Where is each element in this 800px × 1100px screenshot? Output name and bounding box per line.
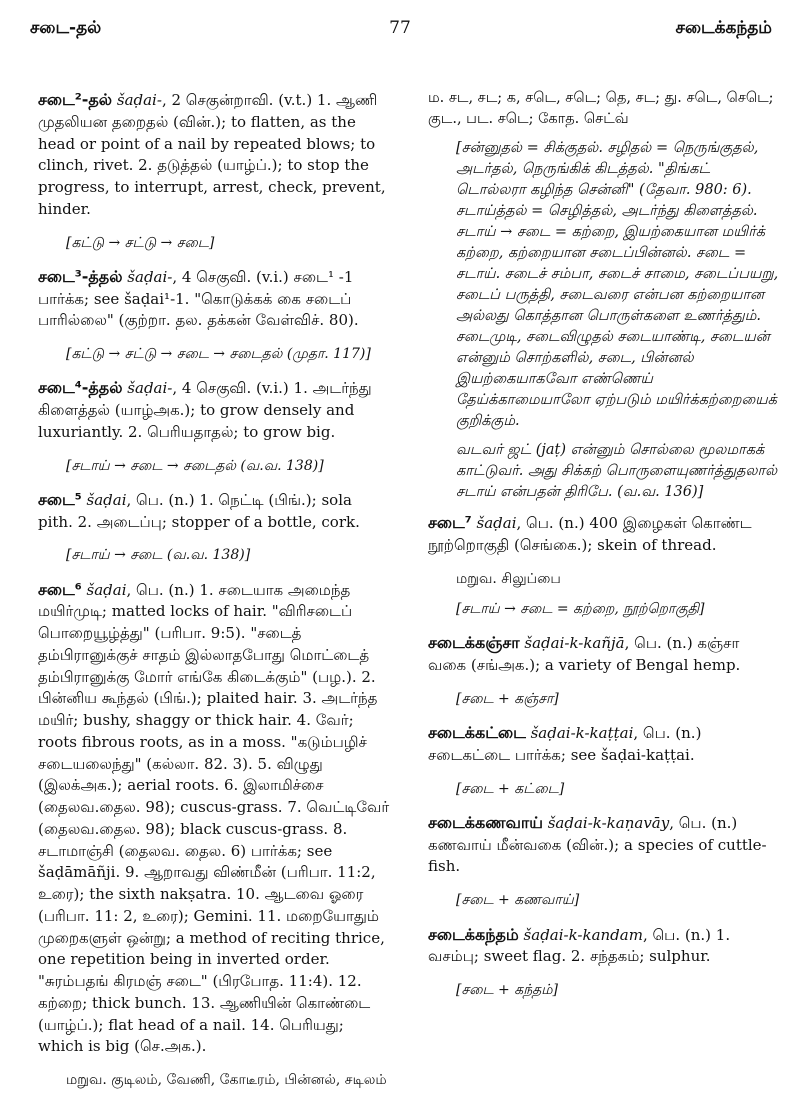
entry-transliteration: šaḍai-k-kañjā xyxy=(524,634,625,653)
entry-etymology: [சடாய் → சடை → சடைதல் (வ.வ. 138)] xyxy=(66,457,324,474)
entry-transliteration: šaḍai- xyxy=(127,267,173,286)
entry xyxy=(38,376,390,443)
entry-synonyms: மறுவ. சிலுப்பை xyxy=(456,570,561,587)
entry-etymology: [சடை + கஞ்சா] xyxy=(456,690,559,707)
entry-headword: சடைக்கந்தம் xyxy=(428,924,519,944)
entry-definition: , பெ. (n.) 1. வசம்பு; sweet flag. 2. சந்தகம்; sulphur. xyxy=(428,925,731,966)
entry-headword: சடை⁴-த்தல் xyxy=(38,378,123,398)
entry-definition: , பெ. (n.) 1. நெட்டி (பிங்.); sola pith. 2. அடைப்பு; stopper of a bottle, cork. xyxy=(38,490,360,531)
entry xyxy=(428,923,780,969)
entry-headword: சடைக்கணவாய் xyxy=(428,812,543,832)
entry-transliteration: šaḍai-k-kandam xyxy=(523,925,643,944)
entry-etymology: [கட்டு → சட்டு → சடை] xyxy=(66,234,215,251)
entry xyxy=(38,88,390,221)
entry-transliteration: šaḍai-k-kaṭṭai xyxy=(530,724,634,743)
entry-definition: , பெ. (n.) சடைகட்டை பார்க்க; see šaḍai-kaṭṭai. xyxy=(428,724,702,764)
entry-etymology: [சடை + கணவாய்] xyxy=(456,892,580,909)
entry xyxy=(428,511,780,557)
cognates-text: ம. சட, சட; க, சடெ, சடெ; தெ, சட; து. சடெ, செடெ; குட., பட. சடெ; கோத. செட்வ் xyxy=(428,90,774,128)
entry xyxy=(38,578,390,1059)
entry-definition: , 2 செகுன்றாவி. (v.t.) 1. ஆணி முதலியன தறைதல் (வின்.); to flatten, as the head or point of a nail by repeated blows; to clinch, rivet. 2. தடுத்தல் (யாழ்ப்.); to stop the progress, to interrupt, arrest, check, prevent, hinder. xyxy=(38,91,386,218)
entry-headword: சடைக்கட்டை xyxy=(428,723,526,743)
entry-definition: , 4 செகுவி. (v.i.) சடை¹ -1 பார்க்க; see šaḍai¹-1. "கொடுக்கக் கை சடைப் பாரில்லை" (குற்றா. தல. தக்கன் வேள்விச். 80). xyxy=(38,267,359,330)
entry-etymology: [சடாய் → சடை (வ.வ. 138)] xyxy=(66,547,251,564)
entry-transliteration: šaḍai- xyxy=(116,91,162,109)
header-right-title: சடைக்கந்தம் xyxy=(675,18,772,38)
entry-transliteration: šaḍai xyxy=(476,514,517,533)
entry-headword: சடை³-த்தல் xyxy=(38,266,123,286)
entry-headword: சடை²-தல் xyxy=(38,90,113,109)
page-header xyxy=(24,14,776,44)
entry-definition: , பெ. (n.) 1. சடையாக அமைந்த மயிர்முடி; matted locks of hair. "விரிசடைப் பொறையூழ்த்து" (பரிபா. 9:5). "சடைத் தம்பிரானுக்குச் சாதம் இல்லாதபோது மொட்டைத் தம்பிரானுக்கு மோர் எங்கே கிடைக்கும்" (பழ.). 2. பின்னிய கூந்தல் (பிங்.); plaited hair. 3. அடர்ந்த மயிர்; bushy, shaggy or thick hair. 4. வேர்; roots fibrous roots, as in a moss. "கடும்பழிச் சடையலைந்து" (கல்லா. 82. 3). 5. விழுது (இலக்அக.); aerial roots. 6. இலாமிச்சை (தைலவ.தைல. 98); cuscus-grass. 7. வெட்டிவேர் (தைலவ.தைல. 98); black cuscus-grass. 8. சடாமாஞ்சி (தைலவ. தைல. 6) பார்க்க; see šaḍāmāñji. 9. ஆறாவது விண்மீன் (பரிபா. 11:2, உரை); the sixth nakṣatra. 10. ஆடவை ஓரை (பரிபா. 11: 2, உரை); Gemini. 11. மறையோதும் முறைகளுள் ஒன்று; a method of reciting thrice, one repetition being in inverted order. "சுரம்பதங் கிரமஞ் சடை" (பிரபோத. 11:4). 12. கற்றை; thick bunch. 13. ஆணியின் கொண்டை (யாழ்ப்.); flat head of a nail. 14. பெரியது; which is big (செ.அக.). xyxy=(38,580,390,1056)
entry-transliteration: šaḍai xyxy=(86,580,127,599)
entry-definition: , 4 செகுவி. (v.i.) 1. அடர்ந்து கிளைத்தல் (யாழ்அக.); to grow densely and luxuriantly. 2. பெரியதாதல்; to grow big. xyxy=(38,379,372,441)
entry-headword: சடை⁶ xyxy=(38,579,82,599)
entry xyxy=(38,488,390,534)
entry xyxy=(38,265,390,332)
etymology-note-continued: வடவர் ஜட் (jaṭ) என்னும் சொல்லை மூலமாகக் காட்டுவர். அது சிக்கற் பொருளையுணர்த்துதலால் சடாய் என்பதன் திரிபே. (வ.வ. 136)] xyxy=(456,442,778,501)
entry-definition: , பெ. (n.) கஞ்சா வகை (சங்அக.); a variety of Bengal hemp. xyxy=(428,634,741,675)
entry-definition: , பெ. (n.) கணவாய் மீன்வகை (வின்.); a species of cuttle-fish. xyxy=(428,813,767,876)
entry-etymology: [சடை + கந்தம்] xyxy=(456,982,559,999)
entry-etymology: [கட்டு → சட்டு → சடை → சடைதல் (முதா. 117)] xyxy=(66,346,371,363)
header-left-title: சடை-தல் xyxy=(30,18,102,38)
etymology-note: [சன்னுதல் = சிக்குதல். சழிதல் = நெருங்குதல், அடர்தல், நெருங்கிக் கிடத்தல். "திங்கட் டொல்லரா கழிந்த சென்னி" (தேவா. 980: 6). சடாய்த்தல் = செழித்தல், அடர்ந்து கிளைத்தல். சடாய் → சடை = கற்றை, இயற்கையான மயிர்க் கற்றை, கற்றையான சடைப்பின்னல். சடை = சடாய். சடைச் சம்பா, சடைச் சாமை, சடைப்பயறு, சடைப் பருத்தி, சடைவரை என்பன கற்றையான அல்லது கொத்தான பொருள்களை உணர்த்தும். சடைமுடி, சடைவிழுதல் சடையாண்டி, சடையன் என்னும் சொற்களில், சடை, பின்னல் இயற்கையாகவோ எண்ணெய் தேய்க்காமையாலோ ஏற்படும் மயிர்க்கற்றையைக் குறிக்கும். xyxy=(456,140,779,430)
page-number: 77 xyxy=(389,18,411,38)
entry xyxy=(428,631,780,677)
entry xyxy=(428,811,780,878)
entry-synonyms: மறுவ. குடிலம், வேணி, கோடீரம், பின்னல், சடிலம் xyxy=(66,1072,387,1089)
entry-transliteration: šaḍai xyxy=(86,490,127,509)
entry-etymology: [சடாய் → சடை = கற்றை, நூற்றொகுதி] xyxy=(456,601,705,618)
entry-etymology: [சடை + கட்டை] xyxy=(456,780,565,797)
entry xyxy=(428,721,780,767)
entry-transliteration: šaḍai- xyxy=(127,379,173,398)
entry-headword: சடை⁷ xyxy=(428,513,472,533)
right-column xyxy=(428,88,780,1012)
entry-headword: சடைக்கஞ்சா xyxy=(428,633,520,653)
entry-headword: சடை⁵ xyxy=(38,489,82,509)
entry-transliteration: šaḍai-k-kaṇavāy xyxy=(547,813,670,832)
left-column xyxy=(38,88,390,1100)
entry-definition: , பெ. (n.) 400 இழைகள் கொண்ட நூற்றொகுதி (செங்கை.); skein of thread. xyxy=(428,514,752,555)
